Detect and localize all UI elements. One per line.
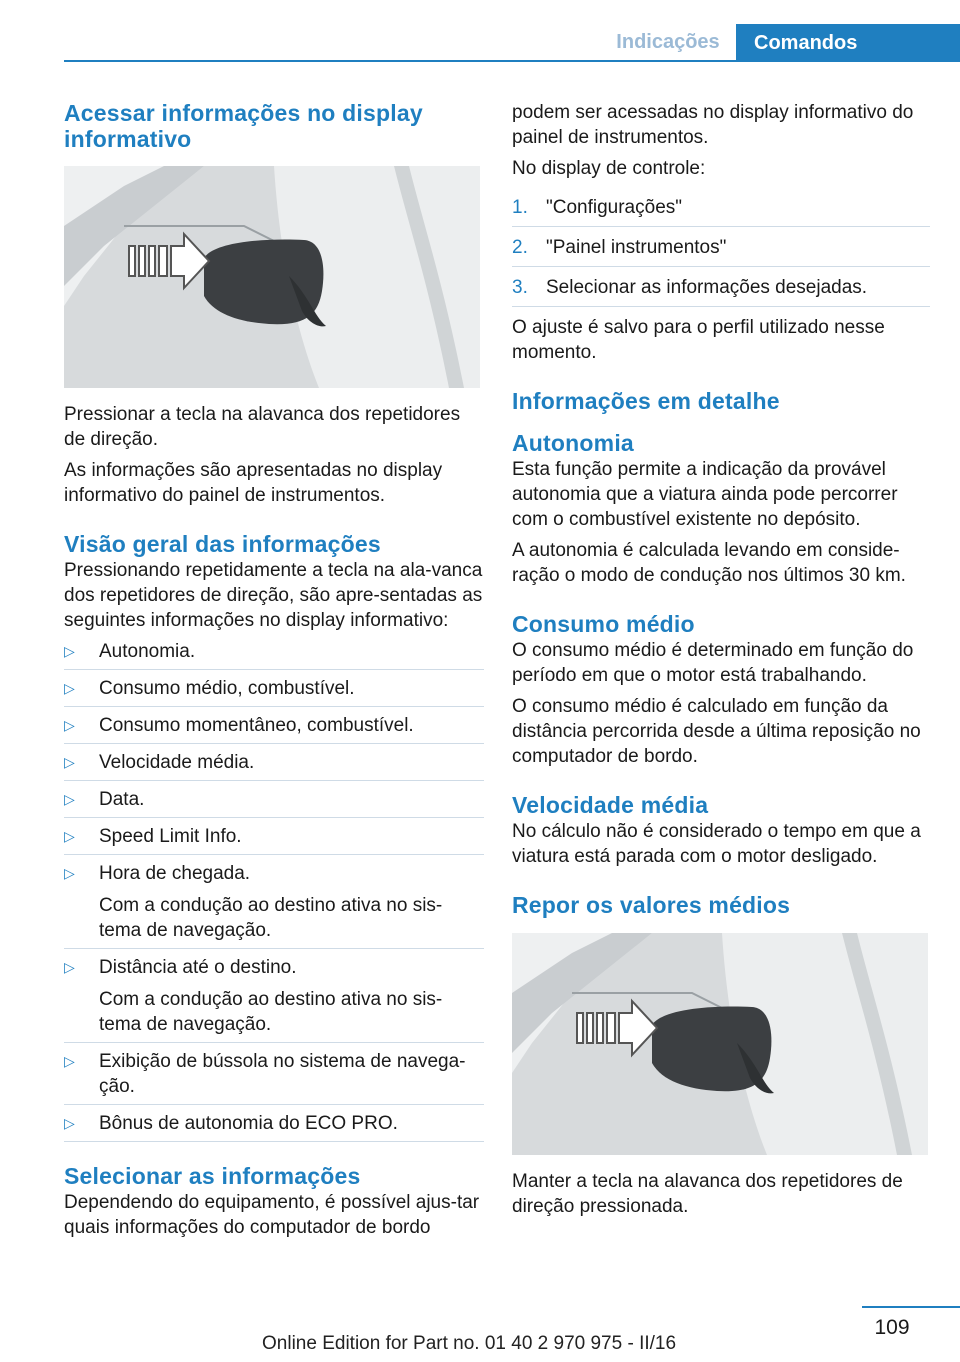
list-item-text: Autonomia. [99,641,196,662]
list-item-text: Bônus de autonomia do ECO PRO. [99,1113,398,1134]
heading-access-info: Acessar informações no display informativo [64,100,423,152]
step-item [512,195,930,227]
list-item [64,787,484,818]
step-text: "Painel instrumentos" [546,237,727,258]
list-item-text: Exibição de bússola no sistema de navega-ção. [99,1051,466,1097]
list-item-text: Consumo médio, combustível. [99,678,355,699]
step-number: 1. [512,197,528,218]
list-item-text: Distância até o destino. [99,957,297,978]
header-tab-indicacoes[interactable]: Indicações [616,31,720,53]
step-text: Selecionar as informações desejadas. [546,277,868,298]
step-number: 2. [512,237,528,258]
heading-average-consumption: Consumo médio [512,611,695,637]
list-item [64,1049,484,1105]
triangle-bullet-icon: ▷ [64,865,75,881]
header-tab-comandos[interactable]: Comandos [736,24,960,62]
paragraph-autonomy-2: A autonomia é calculada levando em conside-ração o modo de condução nos últimos 30 km. [512,540,906,586]
steps-list [512,195,930,307]
paragraph-autonomy-1: Esta função permite a indicação da provável autonomia que a viatura ainda pode percorrer com o combustível existente no depósito. [512,459,898,530]
step-text: "Configurações" [546,197,683,218]
triangle-bullet-icon: ▷ [64,791,75,807]
triangle-bullet-icon: ▷ [64,828,75,844]
right-column [512,100,930,1219]
list-item-text: Data. [99,789,145,810]
paragraph-consumption-2: O consumo médio é calculado em função da distância percorrida desde a última reposição no computador de bordo. [512,696,921,767]
list-item [64,713,484,744]
list-item-subtext: Com a condução ao destino ativa no sis-tema de navegação. [99,989,443,1035]
list-item [64,861,484,949]
heading-overview: Visão geral das informações [64,531,381,557]
triangle-bullet-icon: ▷ [64,1053,75,1069]
triangle-bullet-icon: ▷ [64,717,75,733]
heading-reset-averages: Repor os valores médios [512,892,791,918]
paragraph-press-key: Pressionar a tecla na alavanca dos repetidores de direção. [64,404,461,450]
step-item [512,235,930,267]
list-item-text: Speed Limit Info. [99,826,242,847]
heading-select-info: Selecionar as informações [64,1163,361,1189]
triangle-bullet-icon: ▷ [64,643,75,659]
paragraph-control-display: No display de controle: [512,158,706,179]
paragraph-info-shown: As informações são apresentadas no display informativo do painel de instrumentos. [64,460,443,506]
header-rule [64,60,960,62]
paragraph-average-speed: No cálculo não é considerado o tempo em que a viatura está parada com o motor desligado. [512,821,921,867]
step-number: 3. [512,277,528,298]
left-column [64,100,484,1240]
list-item-text: Hora de chegada. [99,863,251,884]
paragraph-continued: podem ser acessadas no display informativo do painel de instrumentos. [512,102,914,148]
triangle-bullet-icon: ▷ [64,754,75,770]
triangle-bullet-icon: ▷ [64,1115,75,1131]
paragraph-select-info: Dependendo do equipamento, é possível ajus-tar quais informações do computador de bordo [64,1192,480,1238]
step-item [512,275,930,307]
list-item-text: Consumo momentâneo, combustível. [99,715,414,736]
page-number: 109 [874,1316,910,1339]
footer-rule [862,1306,960,1308]
paragraph-setting-saved: O ajuste é salvo para o perfil utilizado nesse momento. [512,317,885,363]
list-item [64,1111,484,1142]
stalk-button-illustration [64,166,480,388]
info-list [64,639,484,1142]
list-item [64,676,484,707]
list-item-text: Velocidade média. [99,752,255,773]
list-item-subtext: Com a condução ao destino ativa no sis-tema de navegação. [99,895,443,941]
footer-edition: Online Edition for Part no. 01 40 2 970 975 - II/16 [262,1333,677,1354]
paragraph-consumption-1: O consumo médio é determinado em função do período em que o motor está trabalhando. [512,640,914,686]
triangle-bullet-icon: ▷ [64,959,75,975]
paragraph-overview: Pressionando repetidamente a tecla na ala-vanca dos repetidores de direção, são apre-sentadas as seguintes informações no display informativo: [64,560,483,631]
list-item [64,955,484,1043]
stalk-button-illustration [512,933,928,1155]
paragraph-reset-instruction: Manter a tecla na alavanca dos repetidores de direção pressionada. [512,1171,903,1217]
heading-info-detail: Informações em detalhe [512,388,780,414]
heading-average-speed: Velocidade média [512,792,709,818]
list-item [64,750,484,781]
heading-autonomy: Autonomia [512,430,634,456]
list-item [64,639,484,670]
triangle-bullet-icon: ▷ [64,680,75,696]
list-item [64,824,484,855]
